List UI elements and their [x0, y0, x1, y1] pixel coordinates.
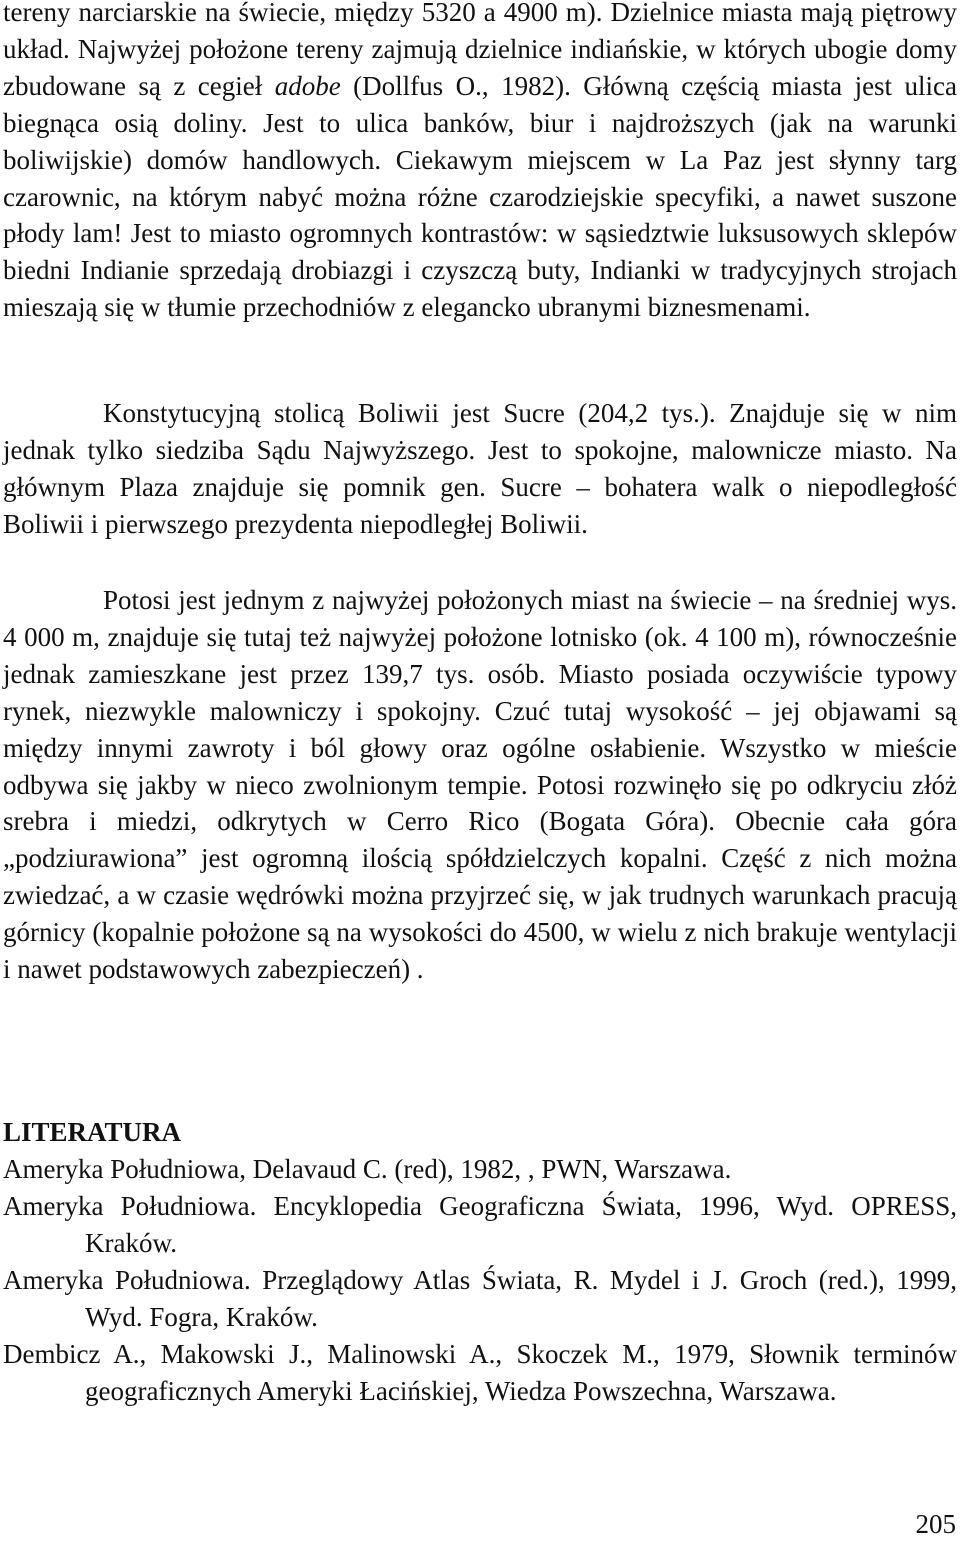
literature-item: Ameryka Południowa, Delavaud C. (red), 1982, , PWN, Warszawa. — [3, 1154, 732, 1184]
paragraph-text-start: tereny narciarskie na świecie, między 5320 a 4900 m). Dzielnice miasta mają piętrowy układ. Najwyżej położone tereny zajmują dzielnice indiańskie, w których ubogie domy zbudowane są z cegieł — [3, 0, 957, 101]
literature-item: Dembicz A., Makowski J., Malinowski A., Skoczek M., 1979, Słownik terminów geograficznych Ameryki Łacińskiej, Wiedza Powszechna, Warszawa. — [3, 1339, 957, 1406]
paragraph-text-end: (Dollfus O., 1982). Główną częścią miasta jest ulica biegnąca osią doliny. Jest to ulica banków, biur i najdroższych (jak na warunki boliwijskie) domów handlowych. Ciekawym miejscem w La Paz jest słynny targ czarownic, na którym nabyć można różne czarodziejskie specyfiki, a nawet suszone płody lam! Jest to miasto ogromnych kontrastów: w sąsiedztwie luksusowych sklepów biedni Indianie sprzedają drobiazgi i czyszczą buty, Indianki w tradycyjnych strojach mieszają się w tłumie przechodniów z elegancko ubranymi biznesmenami. — [3, 70, 957, 323]
paragraph-sucre: Konstytucyjną stolicą Boliwii jest Sucre (204,2 tys.). Znajduje się w nim jednak tylko siedziba Sądu Najwyższego. Jest to spokojne, malownicze miasto. Na głównym Plaza znajduje się pomnik gen. Sucre – bohatera walk o niepodległość Boliwii i pierwszego prezydenta niepodległej Boliwii. — [3, 398, 957, 539]
paragraph-la-paz — [3, 0, 957, 326]
paragraph-potosi: Potosi jest jednym z najwyżej położonych miast na świecie – na średniej wys. 4 000 m, znajduje się tutaj też najwyżej położone lotnisko (ok. 4 100 m), równocześnie jednak zamieszkane jest przez 139,7 tys. osób. Miasto posiada oczywiście typowy rynek, niezwykle malowniczy i spokojny. Czuć tutaj wysokość – jej objawami są między innymi zawroty i ból głowy oraz ogólne osłabienie. Wszystko w mieście odbywa się jakby w nieco zwolnionym tempie. Potosi rozwinęło się po odkryciu złóż srebra i miedzi, odkrytych w Cerro Rico (Bogata Góra). Obecnie cała góra „podziurawiona” jest ogromną ilością spółdzielczych kopalni. Część z nich można zwiedzać, a w czasie wędrówki można przyjrzeć się, w jak trudnych warunkach pracują górnicy (kopalnie położone są na wysokości do 4500, w wielu z nich brakuje wentylacji i nawet podstawowych zabezpieczeń) . — [3, 585, 957, 985]
literature-heading: LITERATURA — [3, 1117, 182, 1147]
literature-list — [3, 1151, 957, 1410]
literature-item: Ameryka Południowa. Encyklopedia Geograficzna Świata, 1996, Wyd. OPRESS, Kraków. — [3, 1191, 957, 1258]
page-number: 205 — [915, 1509, 956, 1539]
italic-term-adobe: adobe — [274, 70, 341, 101]
literature-item: Ameryka Południowa. Przeglądowy Atlas Świata, R. Mydel i J. Groch (red.), 1999, Wyd. Fogra, Kraków. — [3, 1265, 957, 1332]
